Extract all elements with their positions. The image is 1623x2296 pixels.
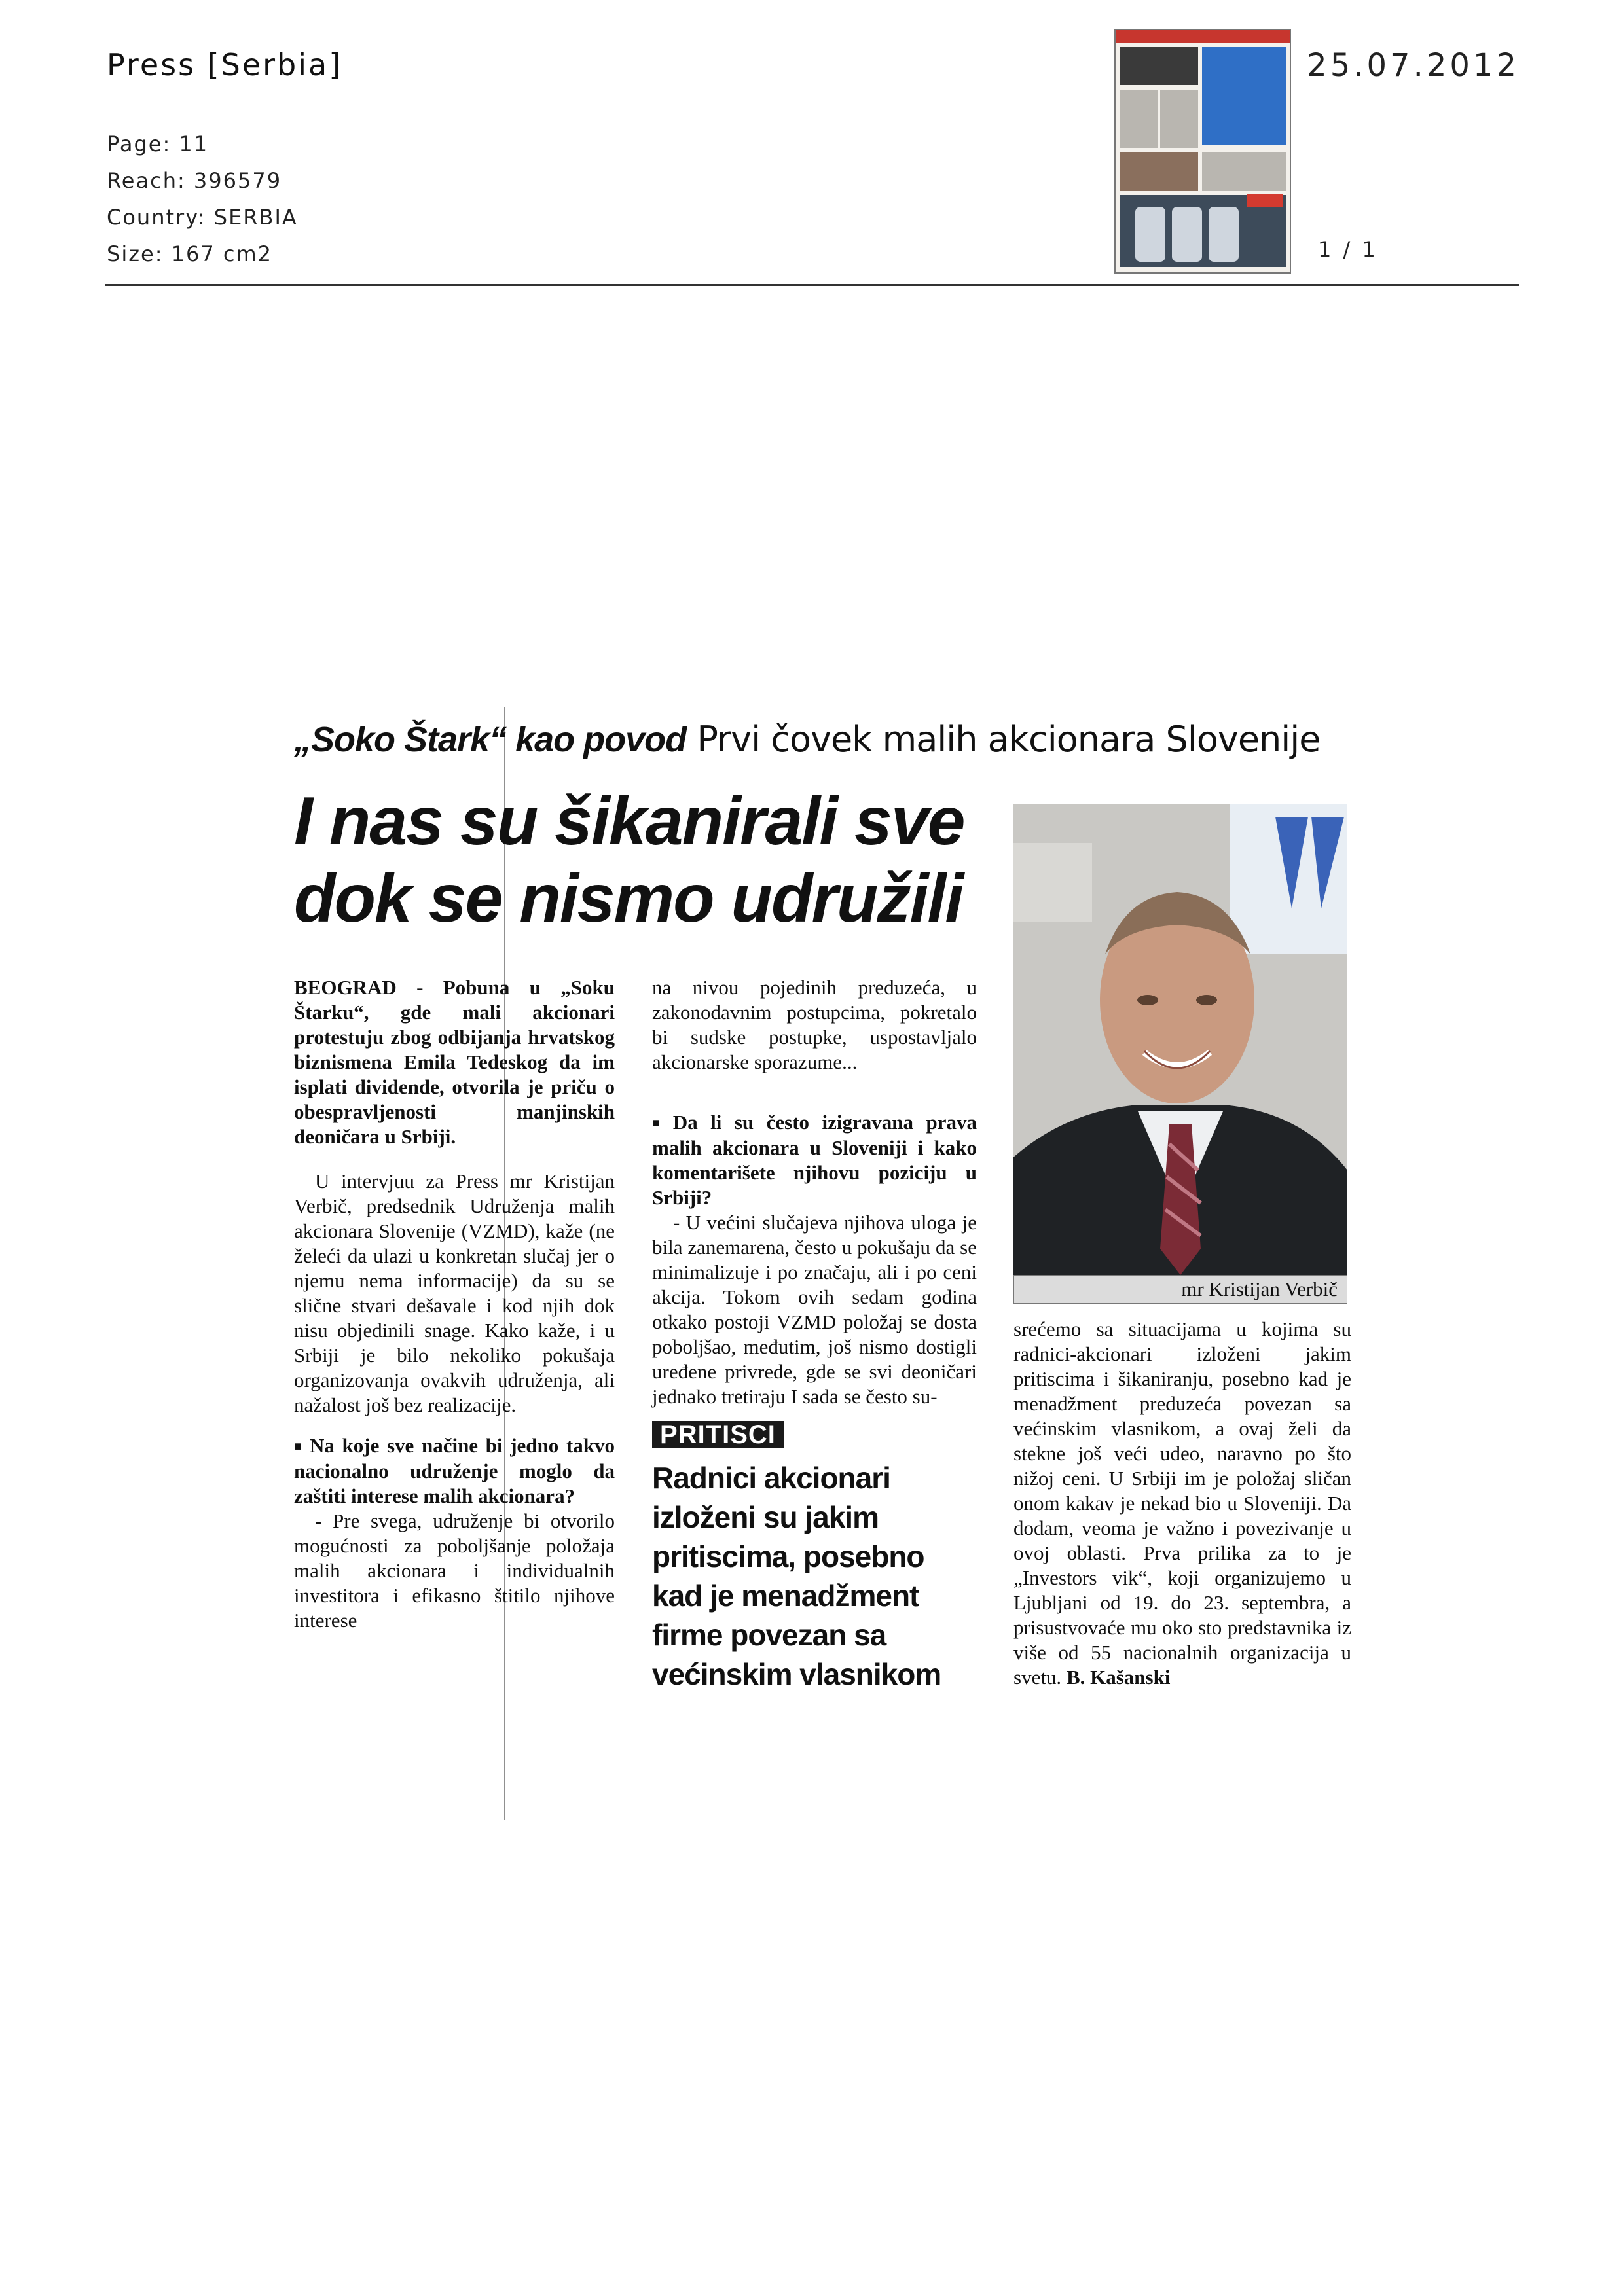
article-column-3 [1013,1317,1351,1690]
clipping-meta [107,126,298,272]
thumbnail-phone-image [1172,207,1202,262]
interview-answer: - U većini slučajeva njihova uloga je bila zanemarena, često u pokušaju da se minimalizuje i po značaju, ali i po ceni akcija. Tokom ovih sedam godina otkako postoji VZMD položaj se dosta poboljšao, međutim, još nismo dostigli uređene privrede, gde se svi deoničari jednako tretiraju I sada se često su- [652,1211,977,1408]
interview-question: ■ Na koje sve načine bi jedno takvo nacionalno udruženje moglo da zaštiti interese malih akcionara? [294,1433,615,1509]
clipping-date: 25.07.2012 [1307,47,1520,84]
thumbnail-photo [1120,152,1198,191]
publication-source: Press [Serbia] [107,47,343,82]
thumbnail-phone-image [1209,207,1239,262]
article-headline: I nas su šikanirali sve dok se nismo udružili [294,783,964,937]
answer-text: srećemo sa situacijama u kojima su radnici-akcionari izloženi jakim pritiscima i šikaniranju, posebno kad je menadžment preduzeća povezan sa većinskim vlasnikom, a ovaj želi da stekne još veći udeo, naravno po što nižoj ceni. U Srbiji im je položaj sličan onom kakav je nekad bio u Sloveniji. Da dodam, veoma je važno i povezivanje u ovoj oblasti. Prva prilika za to je „Investors vik“, koji organizujemo u Ljubljani od 19. do 23. septembra, a prisustvovaće mu oko sto predstavnika iz više od 55 nacionalnih organizacija u svetu. [1013,1318,1351,1689]
country: Country: SERBIA [107,205,298,230]
portrait-illustration [1013,804,1347,1275]
author-signature: B. Kašanski [1066,1666,1171,1689]
reach: Reach: 396579 [107,168,282,193]
page-thumbnail [1114,29,1291,274]
pullquote-tag: PRITISCI [652,1421,784,1448]
article-kicker [294,719,1321,760]
article-column-1 [294,975,615,1633]
interview-answer-continued: na nivou pojedinih preduzeća, u zakonodavnim postupcima, pokretalo bi sudske postupke, uspostavljalo akcionarske sporazume... [652,976,977,1073]
interview-question: ■ Da li su često izigravana prava malih akcionara u Sloveniji i kako komentarišete njihovu poziciju u Srbiji? [652,1110,977,1210]
thumbnail-text-column [1202,152,1286,191]
article-column-2 [652,975,977,1694]
thumbnail-blue-panel [1202,47,1286,145]
article-paragraph: U intervjuu za Press mr Kristijan Verbič, predsednik Udruženja malih akcionara Slovenije (VZMD), kaže (ne želeći da ulazi u konkretan slučaj jer o njemu nema informacije) da su se slične stvari dešavale i kod njih dok nisu objedinili snage. Kako kaže, i u Srbiji je bilo nekoliko pokušaja organizovanja ovakvih udruženja, ali nažalost još bez realizacije. [294,1170,615,1416]
kicker-light: Prvi čovek malih akcionara Slovenije [697,719,1321,760]
page-count: 1 / 1 [1318,237,1378,262]
thumbnail-price-tag [1247,194,1283,207]
kicker-bold: „Soko Štark“ kao povod [294,720,687,759]
portrait-photo [1013,804,1347,1275]
pullquote-text: Radnici akcionari izloženi su jakim pritiscima, posebno kad je menadžment firme povezan sa većinskim vlasnikom [652,1461,941,1691]
thumbnail-masthead [1116,30,1290,43]
clipping-size: Size: 167 cm2 [107,242,273,266]
photo-caption: mr Kristijan Verbič [1013,1275,1347,1304]
thumbnail-text-column [1160,90,1198,148]
header-divider [105,284,1519,286]
page-number: Page: 11 [107,132,209,156]
interview-answer-continued [1013,1317,1351,1690]
interview-answer: - Pre svega, udruženje bi otvorilo mogućnosti za poboljšanje položaja malih akcionara i individualnih investitora i efikasno štitilo njihove interese [294,1509,615,1632]
thumbnail-phone-image [1135,207,1165,262]
article-lead: BEOGRAD - Pobuna u „Soku Štarku“, gde mali akcionari protestuju zbog odbijanja hrvatskog biznismena Emila Tedeskog da im isplati dividende, otvorila je priču o obespravljenosti manjinskih deoničara u Srbiji. [294,976,615,1148]
thumbnail-text-column [1120,90,1158,148]
thumbnail-headline-block [1120,47,1198,85]
